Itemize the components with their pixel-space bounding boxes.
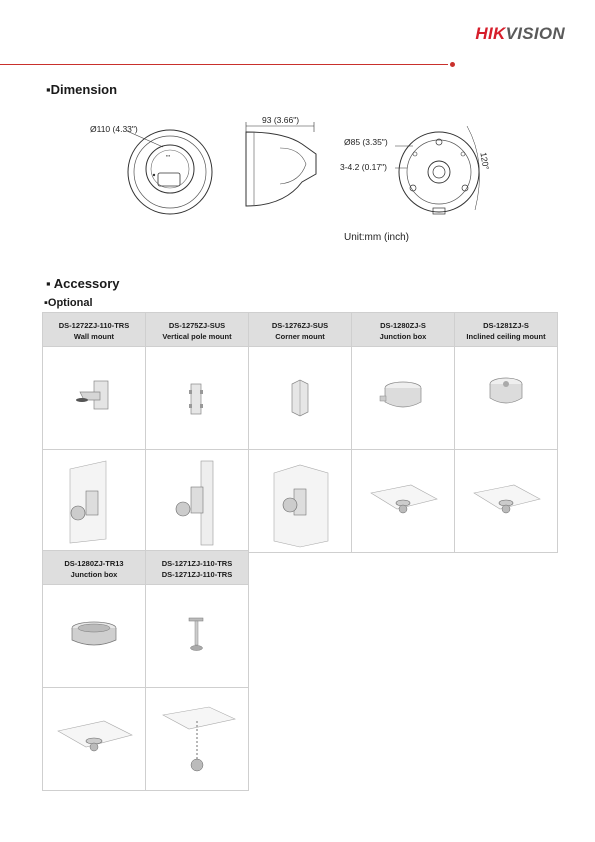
header-rule [0, 64, 448, 65]
camera-front-view-drawing [125, 125, 215, 217]
accessory-header-junction-box-tr13: DS-1280ZJ-TR13 Junction box [43, 551, 146, 585]
corner-mount-install-icon [250, 451, 350, 551]
screw-size-label: 3-4.2 (0.17") [340, 162, 387, 172]
unit-label: Unit:mm (inch) [344, 232, 410, 243]
product-image-junction-box-tr13 [43, 585, 146, 688]
dimension-title: ▪Dimension [46, 82, 118, 97]
install-image-inclined-ceiling-mount [455, 450, 558, 553]
product-image-wall-mount [43, 347, 146, 450]
optional-label: ▪Optional [44, 297, 93, 309]
side-depth-label: 93 (3.66") [262, 115, 300, 125]
product-image-junction-box [352, 347, 455, 450]
install-image-corner-mount [249, 450, 352, 553]
front-diameter-label: Ø110 (4.33") [90, 124, 138, 134]
accessory-header-wall-mount: DS-1272ZJ-110-TRS Wall mount [43, 313, 146, 347]
wall-mount-product-icon [44, 348, 144, 448]
junction-box-tr13-install-icon [44, 689, 144, 789]
accessory-header-vertical-pole-mount: DS-1275ZJ-SUS Vertical pole mount [146, 313, 249, 347]
product-image-pendant-mount [146, 585, 249, 688]
inclined-mount-install-icon [456, 451, 556, 551]
junction-box-product-icon [353, 348, 453, 448]
camera-base-view-drawing [395, 122, 485, 218]
install-image-wall-mount [43, 450, 146, 553]
inclined-mount-product-icon [456, 348, 556, 448]
header-rule-dot [450, 62, 455, 67]
accessory-header-corner-mount: DS-1276ZJ-SUS Corner mount [249, 313, 352, 347]
accessory-title: ▪ Accessory [46, 276, 120, 291]
accessory-grid-row2 [42, 550, 249, 791]
accessory-header-pendant-mount: DS-1271ZJ-110-TRS DS-1271ZJ-110-TRS [146, 551, 249, 585]
accessory-header-inclined-ceiling-mount: DS-1281ZJ-S Inclined ceiling mount [455, 313, 558, 347]
accessory-grid-row1 [42, 312, 558, 553]
product-image-corner-mount [249, 347, 352, 450]
junction-box-install-icon [353, 451, 453, 551]
install-image-junction-box-tr13 [43, 688, 146, 791]
install-image-junction-box [352, 450, 455, 553]
pendant-mount-install-icon [147, 689, 247, 789]
svg-text:▪▪▪: ▪▪▪ [166, 153, 171, 158]
accessory-header-junction-box: DS-1280ZJ-S Junction box [352, 313, 455, 347]
wall-mount-install-icon [44, 451, 144, 551]
pole-mount-product-icon [147, 348, 247, 448]
junction-box-tr13-product-icon [44, 586, 144, 686]
camera-side-view-drawing [240, 122, 320, 210]
product-image-inclined-ceiling-mount [455, 347, 558, 450]
angle-label: 120° [478, 151, 492, 171]
pendant-mount-product-icon [147, 586, 247, 686]
base-diameter-label: Ø85 (3.35") [344, 137, 388, 147]
install-image-pendant-mount [146, 688, 249, 791]
pole-mount-install-icon [147, 451, 247, 551]
corner-mount-product-icon [250, 348, 350, 448]
product-image-vertical-pole-mount [146, 347, 249, 450]
brand-logo: HIKVISION [475, 24, 565, 43]
install-image-vertical-pole-mount [146, 450, 249, 553]
